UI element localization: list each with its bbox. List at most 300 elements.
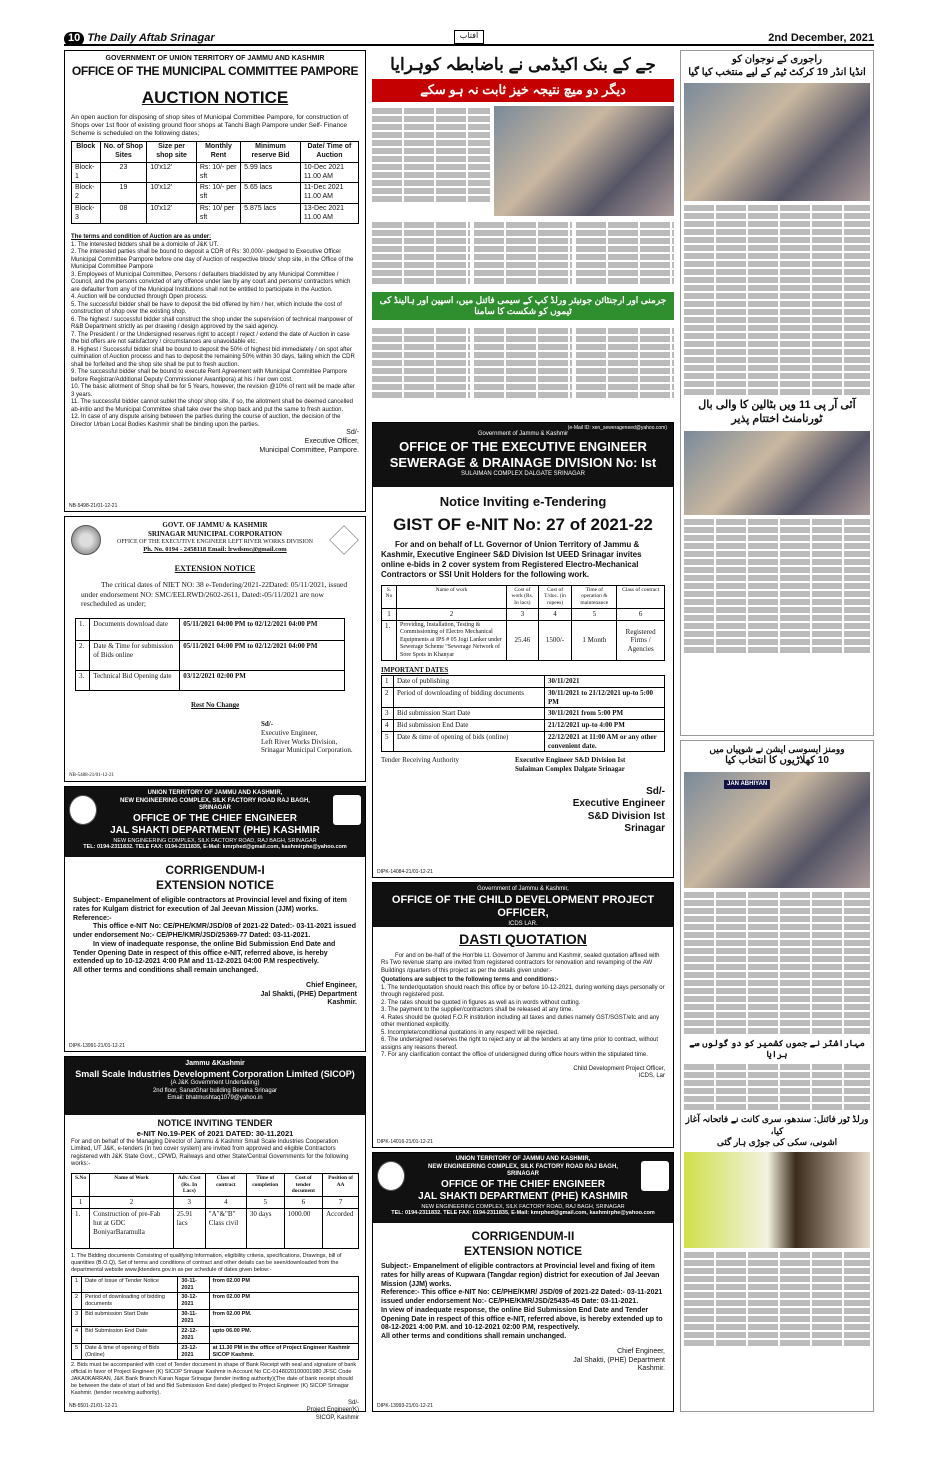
volleyball-team-photo [684, 431, 870, 515]
table-cell: 1. [72, 1209, 90, 1249]
urdu-column [474, 220, 572, 286]
table-cell: 6 [284, 1197, 323, 1209]
emblem-icon [377, 1161, 405, 1191]
term-item: 4. Auction will be conducted through Open process. [71, 294, 208, 301]
table-cell: Bid submission Start Date [394, 708, 545, 720]
extension-title: EXTENSION NOTICE [155, 878, 274, 892]
table-row [72, 162, 359, 183]
notice-header [65, 787, 365, 857]
table-cell: 1 [382, 609, 397, 621]
table-header: Cost of work (Rs. In lacs) [506, 585, 538, 609]
table-cell: 23 [100, 162, 147, 183]
table-cell: 30/11/2021 [545, 676, 665, 688]
important-dates-table [381, 675, 665, 752]
signature-block [381, 1066, 665, 1081]
signer-place: Kashmir. [637, 1365, 665, 1373]
table-cell: Bid Submission End Date [82, 1326, 178, 1343]
table-header: S. No [382, 585, 397, 609]
urdu-column [372, 326, 470, 400]
signer: Chief Engineer, [306, 981, 357, 989]
work-table [71, 1173, 359, 1249]
body-text: Reference:- This office e-NIT No: CE/PHE/KMR/ JSD/09 of 2021-22 Dated:- 03-11-2021 issued under endorsement No:- CE/PHE/KMR/JSD/25435-45 Date: 03-11-2021. [381, 1289, 663, 1305]
table-cell: 3 [506, 609, 538, 621]
gist-title: GIST OF e-NIT No: 27 of 2021-22 [393, 515, 653, 535]
page-number: 10 [64, 32, 84, 46]
table-row [72, 1326, 359, 1343]
table-cell: 1 [72, 1197, 90, 1209]
term-item: 3. The payment to the supplier/contractors shall be released at any time. [381, 1007, 573, 1013]
table-cell: 03/12/2021 02:00 PM [180, 671, 345, 691]
office-line: OFFICE OF THE EXECUTIVE ENGINEER LEFT RIVER WORKS DIVISION [117, 538, 313, 545]
table-cell: 10-Dec 2021 11.00 AM [300, 162, 358, 183]
table-row [382, 676, 665, 688]
headline: جے کے بنک اکیڈمی نے باضابطہ کوہرایا [390, 55, 656, 74]
complex-line: NEW ENGINEERING COMPLEX, SILK FACTORY ROAD RAJ BAGH, SRINAGAR [120, 797, 310, 811]
table-header: Size per shop site [147, 142, 197, 163]
signature-block [381, 786, 665, 836]
signer-office: Municipal Committee, Pampore. [259, 446, 359, 454]
table-header: Cost of T/doc. (in rupees) [538, 585, 572, 609]
headline: راجوری کے نوجوان کو [732, 54, 822, 65]
headline-womens: وومنز ایسوسی ایشن نے شوپیاں میں [709, 744, 845, 754]
table-header: Date/ Time of Auction [300, 142, 358, 163]
table-cell: from 02.00 PM [209, 1293, 358, 1310]
urdu-column [372, 220, 470, 286]
rest-no-change: Rest No Change [191, 701, 240, 710]
auction-table [71, 141, 359, 224]
headline-badminton-2: اشونی، سکی کی جوڑی ہار گئی [716, 1136, 838, 1147]
table-cell: Registered Firms / Agencies [617, 620, 665, 661]
table-row [382, 720, 665, 732]
headline-womens-2: 10 کھلاڑیوں کا انتخاب کیا [725, 755, 829, 767]
table-cell: 30-11-2021 [178, 1310, 209, 1327]
table-cell: Period of downloading of bidding documents [82, 1293, 178, 1310]
ad-code: DIPK-13993-21/01-12-21 [377, 1402, 433, 1409]
table-cell: Date of publishing [394, 676, 545, 688]
table-header: No. of Shop Sites [100, 142, 147, 163]
table-cell: upto 06.00 PM. [209, 1326, 358, 1343]
contact-line: Ph. No. 0194 - 2458118 Email: lrwdsmc@gmail.com [143, 546, 287, 553]
emblem-icon [71, 525, 101, 555]
sewerage-e-tender-notice [372, 422, 674, 878]
term-item: 1. The tender/quotation should reach this office by or before 10-12-2021, during working days personally or through registered post. [381, 984, 665, 998]
table-cell: 2 [382, 687, 394, 708]
urdu-right-column [680, 50, 874, 1412]
addr-line: NEW ENGINEERING COMPLEX, SILK FACTORY ROAD, RAJ BAGH, SRINAGAR [421, 1203, 625, 1210]
table-cell: "A"&"B" Class civil [205, 1209, 246, 1249]
table-cell: Rs: 10/ per sft [196, 203, 240, 224]
signature-block [261, 720, 359, 755]
jan-abhiyan-banner: JAN ABHIYAN [724, 780, 770, 790]
signature-block [381, 1348, 665, 1374]
table-cell: Date of Issue of Tender Notice [82, 1276, 178, 1293]
ut-line: UNION TERRITORY OF JAMMU AND KASHMIR, [455, 1156, 591, 1162]
table-header: S.No [72, 1173, 90, 1197]
ad-code: NB-5488-21/01-12-21 [69, 772, 114, 778]
ut-line: UNION TERRITORY OF JAMMU AND KASHMIR, [147, 790, 283, 796]
signer: Child Development Project Officer, [573, 1065, 665, 1072]
table-cell: 22-12-2021 [178, 1326, 209, 1343]
table-cell: Rs: 10/- per sft [196, 162, 240, 183]
terms-title: The terms and condition of Auction are as under: [71, 234, 212, 241]
table-cell: from 02.00 PM [209, 1276, 358, 1293]
table-cell: 19 [100, 183, 147, 204]
notice-title: Notice Inviting e-Tendering [439, 494, 607, 509]
ad-code: DIPK-14016-21/01-12-21 [377, 1138, 433, 1145]
table-cell: 3 [173, 1197, 205, 1209]
ad-code: NB-5501-21/01-12-21 [69, 1402, 118, 1409]
urdu-column [474, 326, 572, 400]
term-item: 7. The President / or the Undersigned reserves right to accept / reject / extend the date of Auction in case the bid offers are not satisfactory / circumstances are unavoidable etc. [71, 331, 350, 346]
table-cell: 11-Dec 2021 11.00 AM [300, 183, 358, 204]
table-cell: Bid submission End Date [394, 720, 545, 732]
headline-badminton: ورلڈ ٹور فائنل: سندھو، سری کانت نے فاتحانہ آغاز کیا، [685, 1114, 869, 1136]
subject-text: Subject:- Empanelment of eligible contractors at Provincial level and fixing of item rates for Kulgam district for execution of Jal Jeevan Mission (JJM) works. [73, 897, 347, 913]
signature-block [73, 982, 357, 1008]
nit-number: e-NIT No.19-PEK of 2021 DATED: 30-11.2021 [136, 1129, 294, 1139]
headline-football: مہاراشٹر نے جموں کشمیر کو دو گولوں سے ہرایا [689, 1037, 865, 1059]
table-header: Class of contract [617, 585, 665, 609]
signer-place: Kashmir. [327, 999, 357, 1007]
table-row [382, 708, 665, 720]
place-line: ICDS LAR. [508, 921, 538, 927]
table-header: Monthly Rent [196, 142, 240, 163]
addr-line: NEW ENGINEERING COMPLEX, SILK FACTORY ROAD, RAJ BAGH, SRINAGAR [113, 837, 317, 844]
office-title: OFFICE OF THE CHILD DEVELOPMENT PROJECT OFFICER, [391, 893, 655, 920]
table-cell: 1 [382, 676, 394, 688]
table-cell: Accorded [323, 1209, 359, 1249]
issue-date: 2nd December, 2021 [768, 32, 874, 44]
gov-line: Government of Jammu & Kashmir [477, 431, 569, 438]
dates-table [75, 618, 345, 691]
intro-text: An open auction for disposing of shop sites of Municipal Committee Pampore, for construction of Shops over 1st floor of existing ground floor shops at Tanchi Bagh Pampore under Self- Finance Scheme is scheduled on the following dates; [71, 114, 349, 138]
table-header: Name of Work [90, 1173, 174, 1197]
table-cell: 5.99 lacs [241, 162, 301, 183]
table-row [72, 1293, 359, 1310]
urdu-column [576, 326, 674, 400]
office-title: OFFICE OF THE CHIEF ENGINEER [133, 812, 297, 824]
table-cell: 10'x12' [147, 162, 197, 183]
reference-label: Reference:- [73, 914, 112, 922]
body-text: The critical dates of NIET NO: 38 e-Tendering/2021-22Dated: 05/11/2021, issued under endorsement NO: SMC/EELRWD/2602-2611, Dated:-05/11/2021 are now rescheduled as under; [81, 580, 348, 608]
table-cell: 4 [72, 1326, 82, 1343]
sign: Sd/- [347, 1399, 359, 1406]
corp-line: SRINAGAR MUNICIPAL CORPORATION [148, 529, 282, 538]
signer-place: Srinagar [624, 823, 665, 835]
table-cell: 2. [76, 641, 90, 671]
table-cell: from 02.00 PM. [209, 1310, 358, 1327]
table-cell: 2 [90, 1197, 174, 1209]
table-row [72, 1276, 359, 1293]
table-cell: 1 [72, 1276, 82, 1293]
division-title: SEWERAGE & DRAINAGE DIVISION No: Ist [389, 455, 657, 470]
sicop-tender-notice [64, 1056, 366, 1421]
table-row [76, 671, 345, 691]
table-cell: 22/12/2021 at 11:00 AM or any other convenient date. [545, 731, 665, 752]
jal-shakti-corrigendum-2 [372, 1152, 674, 1412]
signature-block [71, 429, 359, 455]
email-line: (e-Mail ID: xen_sewerageneed@yahoo.com) [567, 425, 667, 431]
office-title: OFFICE OF THE MUNICIPAL COMMITTEE PAMPORE [71, 63, 359, 78]
corrigendum-title: CORRIGENDUM-I [165, 863, 265, 877]
signer-office: SICOP, Kashmir [315, 1414, 359, 1421]
receiving-label: Tender Receiving Authority [381, 756, 460, 765]
signer-division: S&D Division Ist [587, 810, 665, 822]
table-cell: 1500/- [538, 620, 572, 661]
cricketer-photo [684, 83, 870, 201]
org-sub: (A J&K Government Undertaking) [170, 1080, 260, 1086]
table-cell: Providing, Installation, Testing & Commissioning of Electro Mechanical Equipments at IPS # 05 Jogi Lanker under Sewerage Scheme "Sewerage Network of Sore Spots in Khanyar [396, 620, 506, 661]
table-cell: 10'x12' [147, 203, 197, 224]
term-item: 11. The successful bidder cannot sublet the shop/ shop site, if so, the allotment shall be deemed cancelled ab-initio and the Municipal Committee shall take over the shop back and put the same to fresh auction. [71, 399, 353, 413]
signer: Project Engineer(K) [306, 1407, 359, 1414]
football-photo [494, 106, 674, 216]
table-cell: 5.65 lacs [241, 183, 301, 204]
table-cell: Date & time of opening of bids (online) [394, 731, 545, 752]
table-cell: 3 [382, 708, 394, 720]
ad-code: DIPK-14084-21/01-12-21 [377, 868, 433, 875]
signer-dept: Jal Shakti, (PHE) Department [573, 1356, 665, 1364]
org-name: Small Scale Industries Development Corporation Limited (SICOP) [75, 1068, 355, 1079]
paper-name: The Daily Aftab Srinagar [87, 32, 215, 44]
ad-code: DIPK-13991-21/01-12-21 [69, 1042, 125, 1049]
term-item: 9. The successful bidder shall be bound to execute Rent Agreement with Municipal Committee Pampore before Registrar/Additional Deputy Commissioner Awantipora) at his / her own cost. [71, 369, 348, 383]
intro-text: For and on be-half of the Hon'ble Lt. Governor of Jammu and Kashmir, sealed quotation affixed with Rs Two revenue stamp are invited from registered contractors for renovation and revamping of the AW Buildings /quarters of this project as per the details given under:- [381, 952, 660, 974]
table-header: Time of operation & maintenance [572, 585, 617, 609]
table-cell: 21/12/2021 up-to 4:00 PM [545, 720, 665, 732]
table-cell: 25.46 [506, 620, 538, 661]
table-cell: 30-12-2021 [178, 1293, 209, 1310]
receiving-authority [381, 756, 665, 774]
addr-line: 2nd floor, SanatGhar building Bemina Srinagar [152, 1087, 278, 1094]
notice-title: NOTICE INVITING TENDER [157, 1118, 273, 1128]
table-cell: 5 [246, 1197, 284, 1209]
table-cell: Construction of pre-Fab hut at GDC BoniyarBaramulla [90, 1209, 174, 1249]
notice-header [65, 1057, 365, 1115]
dept-title: JAL SHAKTI DEPARTMENT (PHE) KASHMIR [110, 825, 320, 836]
work-table [381, 585, 665, 662]
term-item: 6. The undersigned reserves the right to reject any or all the tenders at any time prior to contract, without assigns any reasons thereof. [381, 1037, 659, 1051]
corrigendum-title: CORRIGENDUM-II [471, 1229, 575, 1243]
table-cell: 30 days [246, 1209, 284, 1249]
intro-text: For and on behalf of the Managing Director of Jammu & Kashmir Small Scale Industries Cooperation Limited, UT J&K, e-tenders (in two cover system) are invited from approved and eligible Contractors registered with J&K State Govt., CPWD, Railways and other State/Central Governments for the following works:- [71, 1138, 349, 1168]
term-item: 8. Highest / Successful bidder shall be bound to deposit the 50% of highest bid immediately / on spot after culmination of Auction process and has to deposit the remaining 50% within 30 days, failing which the CDR shall be forfeited and the shop site shall be put to fresh auction. [71, 346, 355, 368]
note-text: 1. The Bidding documents Consisting of qualifying information, eligibility criteria, specifications, Drawings, bill of quantities (B.O.Q), Set of terms and conditions of contract and other details can be seen/downloaded from the departmental website www.jktenders.gov.in as per schedule of dates given below:- [71, 1253, 342, 1273]
gov-line: Jammu &Kashmir [185, 1060, 245, 1067]
table-cell: 5 [572, 609, 617, 621]
table-row [72, 183, 359, 204]
body-text: In view of inadequate response, the online Bid Submission End Date and Tender Opening Date in respect of this office e-NIT, referred above, is hereby extended up to 10-12-2021 4:00 P.M and 11-12-2021 04:00 P.M respectively. [73, 940, 336, 966]
body-text: In view of inadequate response, the online Bid Submission End Date and Tender Opening Date in respect of this office e-NIT, referred above, is hereby extended up to 08-12-2021 4:00 P.M. and 10-12-2021 02:00 P.M, respectively. [381, 1306, 663, 1332]
signer-division: Left River Works Division, [261, 737, 338, 746]
table-cell: 30/11/2021 from 5:00 PM [545, 708, 665, 720]
table-row [382, 687, 665, 708]
signer: Chief Engineer, [617, 1347, 665, 1355]
table-cell: Period of downloading of bidding documents [394, 687, 545, 708]
green-headline: جرمنی اور ارجنٹائن جونیئر ورلڈ کپ کے سیمی فائنل میں، اسپین اور ہالینڈ کی ٹیموں کو شکست کا سامنا [372, 292, 674, 321]
table-cell: Block-3 [72, 203, 101, 224]
sign: Sd/- [646, 785, 665, 797]
badminton-photo [684, 1152, 870, 1248]
table-cell: Technical Bid Opening date [90, 671, 180, 691]
table-header: Cost of tender document [284, 1173, 323, 1197]
signer-dept: Jal Shakti, (PHE) Department [260, 990, 357, 998]
table-row [382, 620, 665, 661]
notice-title: EXTENSION NOTICE [174, 564, 256, 574]
ad-code: NB-5498-21/01-12-21 [69, 502, 118, 509]
table-cell: 05/11/2021 04:00 PM to 02/12/2021 04:00 PM [180, 641, 345, 671]
terms-list [71, 242, 359, 430]
term-item: 5. The successful bidder shall be have to deposit the bid offered by him / her, which include the cost of construction of shop over the existing shop. [71, 301, 342, 316]
sign: Sd/- [261, 720, 274, 728]
table-cell: 13-Dec 2021 11.00 AM [300, 203, 358, 224]
sign: Sd/- [346, 429, 359, 437]
table-cell: 5.875 lacs [241, 203, 301, 224]
signer: Executive Engineer, [261, 728, 318, 737]
table-header: Class of contract [205, 1173, 246, 1197]
table-cell: 30-11-2021 [178, 1276, 209, 1293]
table-cell: 3 [72, 1310, 82, 1327]
notice-title: AUCTION NOTICE [141, 87, 289, 107]
term-item: 5. Incomplete/conditional quotations in any respect will be rejected. [381, 1029, 559, 1036]
contact-line: TEL: 0194-2311832. TELE FAX: 0194-2311835, E-Mail: kmrphed@gmail.com, kashmirphe@yahoo.com [83, 844, 347, 851]
table-cell: Rs: 10/- per sft [196, 183, 240, 204]
terms-title: Quotations are subject to the following terms and conditions:- [381, 977, 559, 983]
signer: Executive Engineer [572, 798, 665, 810]
notice-header [373, 1153, 673, 1223]
table-row [72, 203, 359, 224]
cricket-story [680, 50, 874, 736]
urdu-column [576, 220, 674, 286]
sports-stories [680, 740, 874, 1412]
table-row [72, 1310, 359, 1327]
important-dates-title: IMPORTANT DATES [381, 666, 449, 675]
har-ghar-jal-logo-icon [641, 1161, 669, 1191]
table-cell: 4 [538, 609, 572, 621]
term-item: 2. The interested parties shall be bound to deposit a CDR of Rs: 30,000/- pledged to Executive Officer Municipal Committee Pampore before one day of Auction of respective block/ shop site, in the Office of the Municipal Committee Pampore [71, 249, 354, 271]
table-cell: Block-2 [72, 183, 101, 204]
jal-shakti-corrigendum-1 [64, 786, 366, 1052]
table-header: Minimum reserve Bid [241, 142, 301, 163]
womens-group-photo [684, 772, 870, 888]
body-text: For and on behalf of Lt. Governor of Union Territory of Jammu & Kashmir, Executive Engineer S&D Division Ist UEED Srinagar invites online e-bids in 2 cover system from Registered Electro-Mechanical Contractors or SSI Unit Holders for the following work. [381, 539, 642, 579]
addr-line: SULAIMAN COMPLEX DALGATE SRINAGAR [461, 471, 585, 478]
term-item: 2. The rates should be quoted in figures as well as in words without cutting. [381, 999, 581, 1006]
term-item: 10. The basic allotment of Shop shall be for 5 Years, however, the revision @10% of rent will be made after 3 years. [71, 384, 355, 398]
headline-volleyball: آئی آر پی 11 ویں بٹالین کا والی بال ٹورنامنٹ اختتام پذیر [698, 399, 856, 425]
receiving-addr: Sulaiman Complex Dalgate Srinagar [515, 765, 625, 774]
table-cell: 10'x12' [147, 183, 197, 204]
term-item: 6. The highest / successful bidder shall construct the shop under the supervision of technical manpower of R&B Department strictly as per drawing / design approved by the said agency. [71, 316, 353, 331]
body-text: All other terms and conditions shall remain unchanged. [381, 1333, 567, 1340]
table-cell: Bid submission Start Date [82, 1310, 178, 1327]
table-cell: 4 [205, 1197, 246, 1209]
receiving-office: Executive Engineer S&D Division Ist [515, 756, 626, 765]
table-cell: 7 [323, 1197, 359, 1209]
complex-line: NEW ENGINEERING COMPLEX, SILK FACTORY ROAD RAJ BAGH, SRINAGAR [428, 1163, 618, 1177]
table-header: Adv. Cost (Rs. In Lacs) [173, 1173, 205, 1197]
table-cell: 23-12-2021 [178, 1343, 209, 1360]
contact-line: TEL: 0194-2311832. TELE FAX: 0194-2311835, E-Mail: kmrphed@gmail.com, kashmirphe@yahoo.com [391, 1210, 655, 1217]
urdu-column [372, 106, 490, 216]
notice-header [373, 423, 673, 487]
dept-title: JAL SHAKTI DEPARTMENT (PHE) KASHMIR [418, 1191, 628, 1202]
table-header: Position of AA [323, 1173, 359, 1197]
gov-line: GOVT. OF JAMMU & KASHMIR [162, 521, 268, 529]
table-header: Block [72, 142, 101, 163]
office-title: OFFICE OF THE CHIEF ENGINEER [441, 1178, 605, 1190]
headline-2: انڈیا انڈر 19 کرکٹ ٹیم کے لیے منتخب کیا گیا [688, 66, 866, 78]
body-text: This office e-NIT No: CE/PHE/KMR/JSD/08 of 2021-22 Dated:- 03-11-2021 issued under endorsement No:- CE/PHE/KMR/JSD/25369-77 Dated: 03-11-2021. [73, 923, 356, 939]
table-cell: 5 [72, 1343, 82, 1360]
urdu-sports-story [372, 50, 674, 418]
body-text: All other terms and conditions shall remain unchanged. [73, 967, 259, 974]
signer-office: ICDS, Lar [638, 1073, 665, 1079]
signer-office: Srinagar Municipal Corporation. [261, 746, 353, 755]
table-cell: at 11.30 PM in the office of Project Engineer Kashmir SICOP Kashmir. [209, 1343, 358, 1360]
table-header: Time of completion [246, 1173, 284, 1197]
table-row [76, 641, 345, 671]
table-row [72, 1209, 359, 1249]
table-cell: 1 Month [572, 620, 617, 661]
table-cell: 1. [382, 620, 397, 661]
masthead-logo: آفتاب [454, 30, 484, 44]
table-row [72, 1343, 359, 1360]
table-cell: 1000.00 [284, 1209, 323, 1249]
page-header [64, 32, 874, 46]
table-cell: 2 [396, 609, 506, 621]
table-cell: 5 [382, 731, 394, 752]
schedule-table [71, 1276, 359, 1361]
table-header: Name of work [396, 585, 506, 609]
table-row [76, 619, 345, 641]
table-cell: Documents download date [90, 619, 180, 641]
emblem-icon [69, 795, 97, 825]
table-cell: 6 [617, 609, 665, 621]
email-line: Email: bhatmushtaq1079@yahoo.in [167, 1095, 263, 1101]
page-number-label [64, 32, 215, 46]
smc-extension-notice [64, 516, 366, 782]
table-cell: 25.91 lacs [173, 1209, 205, 1249]
subheadline: دیگر دو میچ نتیجہ خیز ثابت نہ ہو سکے [372, 79, 674, 101]
table-cell: Date & time of opening of Bids (Online) [82, 1343, 178, 1360]
office-title: OFFICE OF THE EXECUTIVE ENGINEER [399, 438, 647, 454]
subject-text: Subject:- Empanelment of eligible contractors at Provincial level and fixing of item rates for hilly areas of Kupwara (Tangdar region) district for execution of Jal Jeevan Mission (JJM) works. [381, 1263, 660, 1288]
table-cell: 30/11/2021 to 21/12/2021 up-to 5:00 PM [545, 687, 665, 708]
term-item: 12. In case of any dispute arising between the parties during the course of auction, the decision of the Director Urban Local Bodies Kashmir shall be binding upon the parties. [71, 414, 341, 428]
term-item: 4. Rates should be quoted F.O.R institution including all taxes and duties namely GST/SGST/etc and any other mentioned explicitly. [381, 1014, 660, 1028]
notice-header [373, 883, 673, 927]
table-row [382, 731, 665, 752]
gov-line: GOVERNMENT OF UNION TERRITORY OF JAMMU AND KASHMIR [105, 55, 325, 62]
table-cell: 3. [76, 671, 90, 691]
table-cell: 4 [382, 720, 394, 732]
table-cell: 2 [72, 1293, 82, 1310]
term-item: 7. For any clarification contact the office of undersigned during office hours within the stipulated time. [381, 1052, 648, 1058]
term-item: 3. Employees of Municipal Committee, Persons / defaulters blacklisted by any Municipal Committee / Council, and the persons convicted of any offence under law by any court and persons/ contractors which are defaulter from any of the Municipal Institutions shall not be entitled to participate in the Auction. [71, 271, 351, 293]
gov-line: Government of Jammu & Kashmir, [477, 886, 569, 892]
table-cell: 08 [100, 203, 147, 224]
pampore-auction-notice [64, 50, 366, 512]
note-text: 2. Bids must be accompanied with cost of Tender document in shape of Bank Receipt with seal and signature of bank official in favor of Project Engineer (K) SICOP Srinagar Kashmir in Account No CC-0148020100001980 JFSC Code JAKA0KARRAN, J&K Bank Branch Karan Nagar Srinagar (tender inviting authority)(The date of bank receipt should be between the date of start of bid and Bid Submission End date) pledged to Project Engineer (K) SICOP Srinagar Kashmir. (tender receiving authority). [71, 1362, 357, 1396]
table-cell: 05/11/2021 04:00 PM to 02/12/2021 04:00 PM [180, 619, 345, 641]
table-cell: Block-1 [72, 162, 101, 183]
notice-title: DASTI QUOTATION [459, 931, 587, 947]
icds-dasti-quotation [372, 882, 674, 1148]
term-item: 1. The interested bidders shall be a domicile of J&K UT. [71, 241, 219, 248]
table-cell: Date & Time for submission of Bids online [90, 641, 180, 671]
har-ghar-jal-logo-icon [333, 795, 361, 825]
